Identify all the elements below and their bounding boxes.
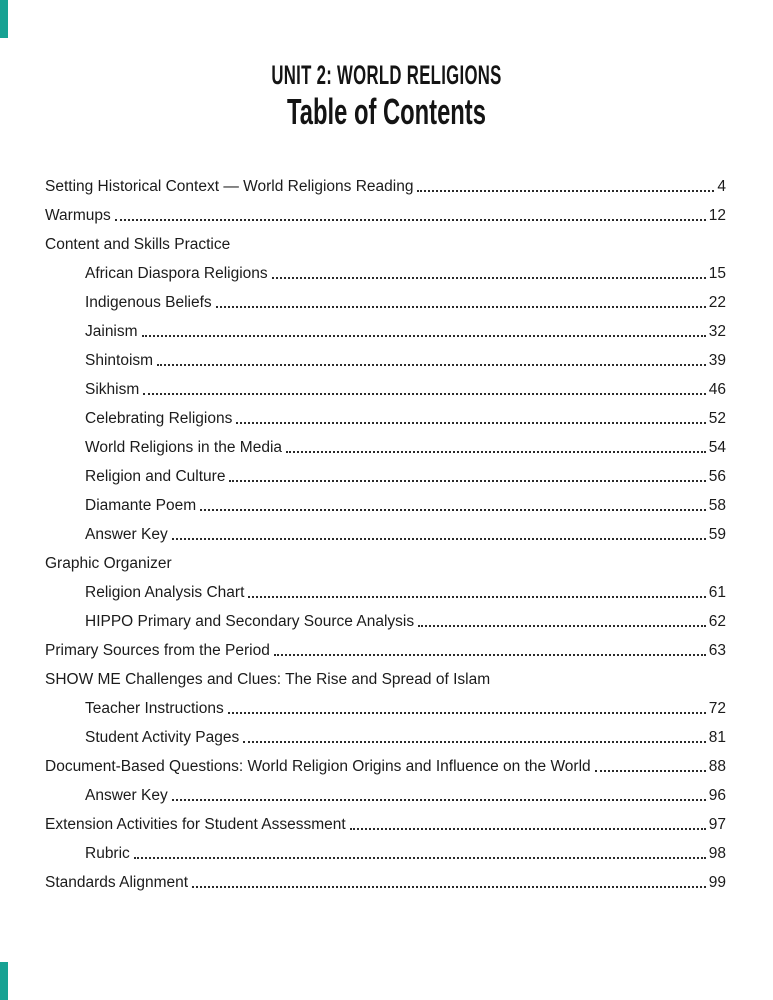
toc-entry-label: Answer Key (85, 786, 168, 804)
toc-entry-label: Extension Activities for Student Assessment (45, 815, 346, 833)
toc-entry-label: SHOW ME Challenges and Clues: The Rise and Spread of Islam (45, 670, 491, 688)
toc-entry (45, 490, 726, 519)
toc-entry-label: Religion Analysis Chart (85, 583, 245, 601)
toc-entry-label: Indigenous Beliefs (85, 293, 212, 311)
dot-leader-icon (243, 741, 706, 743)
toc-entry (45, 780, 726, 809)
dot-leader-icon (192, 886, 706, 888)
toc-entry-page: 52 (708, 409, 726, 427)
toc-entry-label: Answer Key (85, 525, 168, 543)
toc-entry-page: 59 (708, 525, 726, 543)
dot-leader-icon (172, 538, 706, 540)
toc-entry-page: 72 (708, 699, 726, 717)
toc-entry (45, 374, 726, 403)
dot-leader-icon (172, 799, 706, 801)
unit-title: UNIT 2: WORLD RELIGIONS (271, 60, 502, 90)
toc-entry (45, 809, 726, 838)
toc-entry-label: Content and Skills Practice (45, 235, 231, 253)
toc-entry-label: Religion and Culture (85, 467, 226, 485)
toc-entry-page: 98 (708, 844, 726, 862)
dot-leader-icon (418, 625, 706, 627)
toc-entry (45, 664, 726, 693)
toc-entry (45, 693, 726, 722)
toc-entry (45, 171, 726, 200)
toc-entry-page: 97 (708, 815, 726, 833)
toc-entry-page: 63 (708, 641, 726, 659)
toc-entry (45, 200, 726, 229)
toc-entry (45, 838, 726, 867)
toc-entry-page: 32 (708, 322, 726, 340)
dot-leader-icon (228, 712, 706, 714)
dot-leader-icon (272, 277, 706, 279)
toc-entry-label: Rubric (85, 844, 130, 862)
document-header (0, 0, 773, 130)
toc-entry-page: 58 (708, 496, 726, 514)
toc-entry-label: HIPPO Primary and Secondary Source Analysis (85, 612, 415, 630)
toc-entry-label: Diamante Poem (85, 496, 197, 514)
dot-leader-icon (417, 190, 714, 192)
dot-leader-icon (134, 857, 706, 859)
dot-leader-icon (286, 451, 706, 453)
toc-entry-label: Standards Alignment (45, 873, 189, 891)
dot-leader-icon (236, 422, 705, 424)
toc-entry-page: 99 (708, 873, 726, 891)
toc-entry (45, 258, 726, 287)
toc-entry-label: Primary Sources from the Period (45, 641, 270, 659)
dot-leader-icon (142, 335, 706, 337)
corner-accent-bottom (0, 962, 8, 1000)
toc-entry-page: 4 (717, 177, 726, 195)
toc-entry (45, 577, 726, 606)
toc-entry (45, 403, 726, 432)
dot-leader-icon (595, 770, 706, 772)
toc-entry-label: World Religions in the Media (85, 438, 283, 456)
toc-entry-label: Sikhism (85, 380, 140, 398)
toc-entry-label: Teacher Instructions (85, 699, 224, 717)
toc-entry-label: Warmups (45, 206, 111, 224)
dot-leader-icon (229, 480, 705, 482)
toc-entry-page: 81 (708, 728, 726, 746)
toc-entry-label: Setting Historical Context — World Religions Reading (45, 177, 414, 195)
toc-entry (45, 345, 726, 374)
toc-entry-label: Celebrating Religions (85, 409, 233, 427)
toc-entry (45, 635, 726, 664)
toc-entry-page: 12 (708, 206, 726, 224)
toc-entry (45, 606, 726, 635)
dot-leader-icon (200, 509, 706, 511)
toc-entry-page: 61 (708, 583, 726, 601)
page-title: Table of Contents (287, 91, 486, 132)
dot-leader-icon (350, 828, 706, 830)
dot-leader-icon (248, 596, 705, 598)
toc-entry (45, 229, 726, 258)
toc-entry-label: Shintoism (85, 351, 154, 369)
toc-entry (45, 287, 726, 316)
dot-leader-icon (115, 219, 706, 221)
toc-entry-page: 56 (708, 467, 726, 485)
toc-entry-page: 15 (708, 264, 726, 282)
dot-leader-icon (143, 393, 705, 395)
toc-entry (45, 722, 726, 751)
toc-entry-label: Student Activity Pages (85, 728, 240, 746)
dot-leader-icon (216, 306, 706, 308)
toc-entry (45, 548, 726, 577)
toc-entry-label: African Diaspora Religions (85, 264, 268, 282)
toc-entry-page: 54 (708, 438, 726, 456)
toc-entry-label: Graphic Organizer (45, 554, 172, 572)
dot-leader-icon (157, 364, 706, 366)
toc-entry-page: 88 (708, 757, 726, 775)
toc-entry (45, 519, 726, 548)
toc-entry-page: 62 (708, 612, 726, 630)
toc-entry-label: Document-Based Questions: World Religion Origins and Influence on the World (45, 757, 591, 775)
toc-entry-label: Jainism (85, 322, 138, 340)
corner-accent-top (0, 0, 8, 38)
toc-entry (45, 867, 726, 896)
toc-entry-page: 39 (708, 351, 726, 369)
toc-entry-page: 46 (708, 380, 726, 398)
dot-leader-icon (274, 654, 706, 656)
toc-entry (45, 432, 726, 461)
toc-entry (45, 461, 726, 490)
toc-entry (45, 316, 726, 345)
toc-list (45, 171, 726, 896)
toc-entry-page: 96 (708, 786, 726, 804)
toc-entry-page: 22 (708, 293, 726, 311)
toc-entry (45, 751, 726, 780)
